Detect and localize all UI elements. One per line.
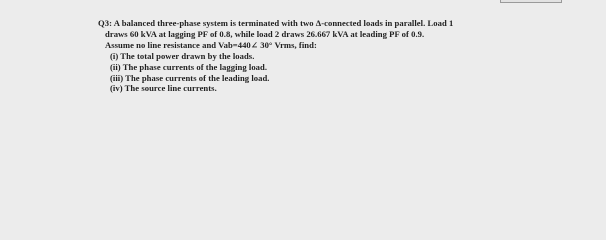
question-part-i: (i) The total power drawn by the loads.: [110, 50, 255, 61]
top-edge-fragment: [500, 0, 562, 3]
question-line-3: Assume no line resistance and Vab=440∠ 30° Vrms, find:: [105, 39, 317, 50]
question-line-1: [98, 18, 568, 29]
question-line-2: draws 60 kVA at lagging PF of 0.8, while load 2 draws 26.667 kVA at leading PF of 0.9.: [105, 28, 425, 39]
question-label: Q3:: [98, 18, 112, 28]
question-text-line-1: A balanced three-phase system is terminated with two Δ-connected loads in parallel. Load 1: [113, 18, 454, 28]
question-block: [98, 18, 568, 94]
question-part-ii: (ii) The phase currents of the lagging load.: [110, 61, 268, 72]
question-parts-list: [98, 51, 568, 95]
question-part-iii: (iii) The phase currents of the leading load.: [110, 72, 270, 83]
question-part-iv: (iv) The source line currents.: [110, 83, 217, 94]
